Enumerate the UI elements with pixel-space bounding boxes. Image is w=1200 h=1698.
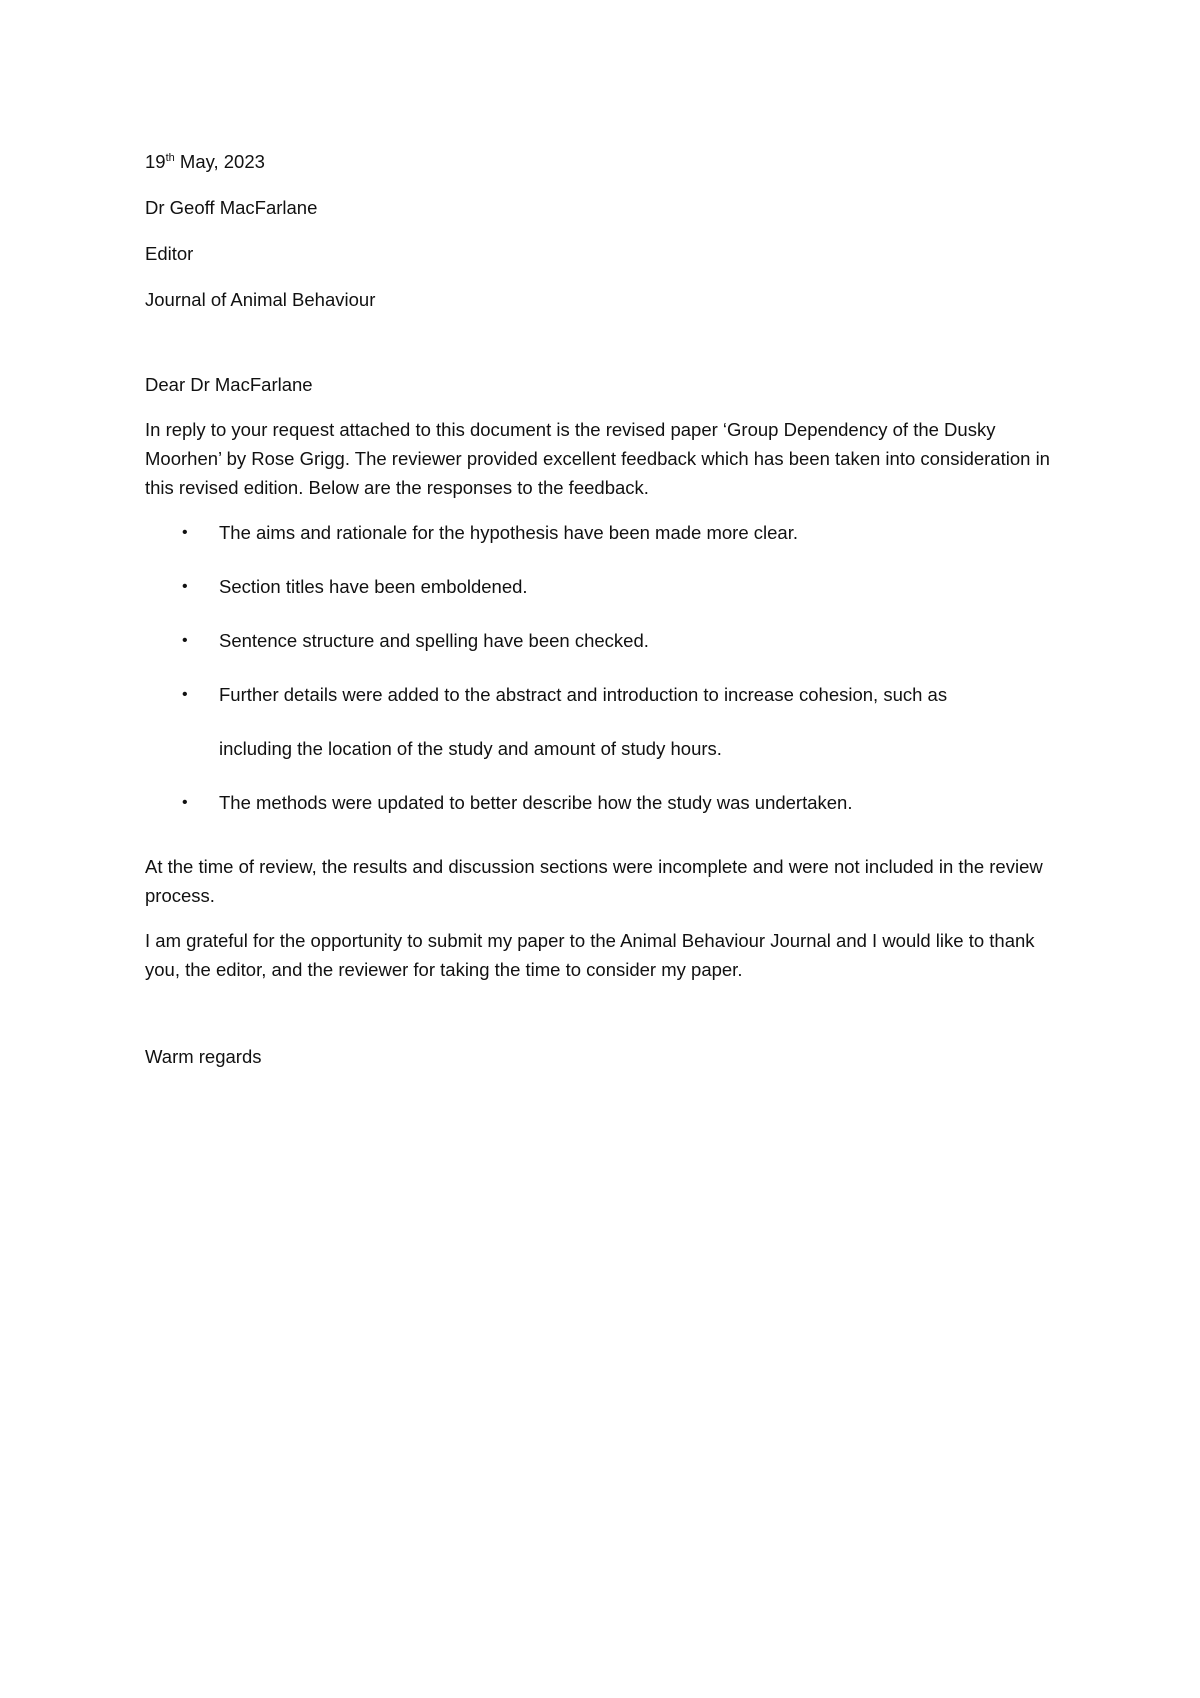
list-item-text: Sentence structure and spelling have been checked. [219,630,649,651]
letter-body [145,147,1065,1071]
list-item-text: Further details were added to the abstract and introduction to increase cohesion, such as [219,684,948,705]
list-item [145,680,1065,763]
recipient-title: Editor [145,243,194,264]
intro-paragraph: In reply to your request attached to this document is the revised paper ‘Group Dependency of the Dusky Moorhen’ by Rose Grigg. The reviewer provided excellent feedback which has been taken into consideration in this revised edition. Below are the responses to the feedback. [145,419,1050,498]
date-day: 19 [145,151,166,172]
list-item-text: The aims and rationale for the hypothesis have been made more clear. [219,522,798,543]
review-note-paragraph: At the time of review, the results and discussion sections were incomplete and were not included in the review process. [145,856,1043,906]
bullet-icon: • [182,632,188,649]
date-suffix: th [165,151,175,164]
bullet-icon: • [182,794,188,811]
list-item-text-continued: including the location of the study and amount of study hours. [219,738,722,759]
date-rest: May, 2023 [174,151,265,172]
list-item [145,518,1065,547]
list-item [145,788,1065,817]
bullet-icon: • [182,686,188,703]
recipient-name: Dr Geoff MacFarlane [145,197,318,218]
bullet-icon: • [182,524,188,541]
list-item-text: Section titles have been emboldened. [219,576,528,597]
list-item-text: The methods were updated to better describe how the study was undertaken. [219,792,853,813]
thanks-paragraph: I am grateful for the opportunity to submit my paper to the Animal Behaviour Journal and I would like to thank you, the editor, and the reviewer for taking the time to consider my paper. [145,930,1035,980]
bullet-icon: • [182,578,188,595]
letter-date [145,147,1065,176]
signoff: Warm regards [145,1046,262,1067]
list-item [145,626,1065,655]
recipient-organization: Journal of Animal Behaviour [145,289,376,310]
responses-list [145,518,1065,817]
salutation: Dear Dr MacFarlane [145,374,313,395]
list-item [145,572,1065,601]
